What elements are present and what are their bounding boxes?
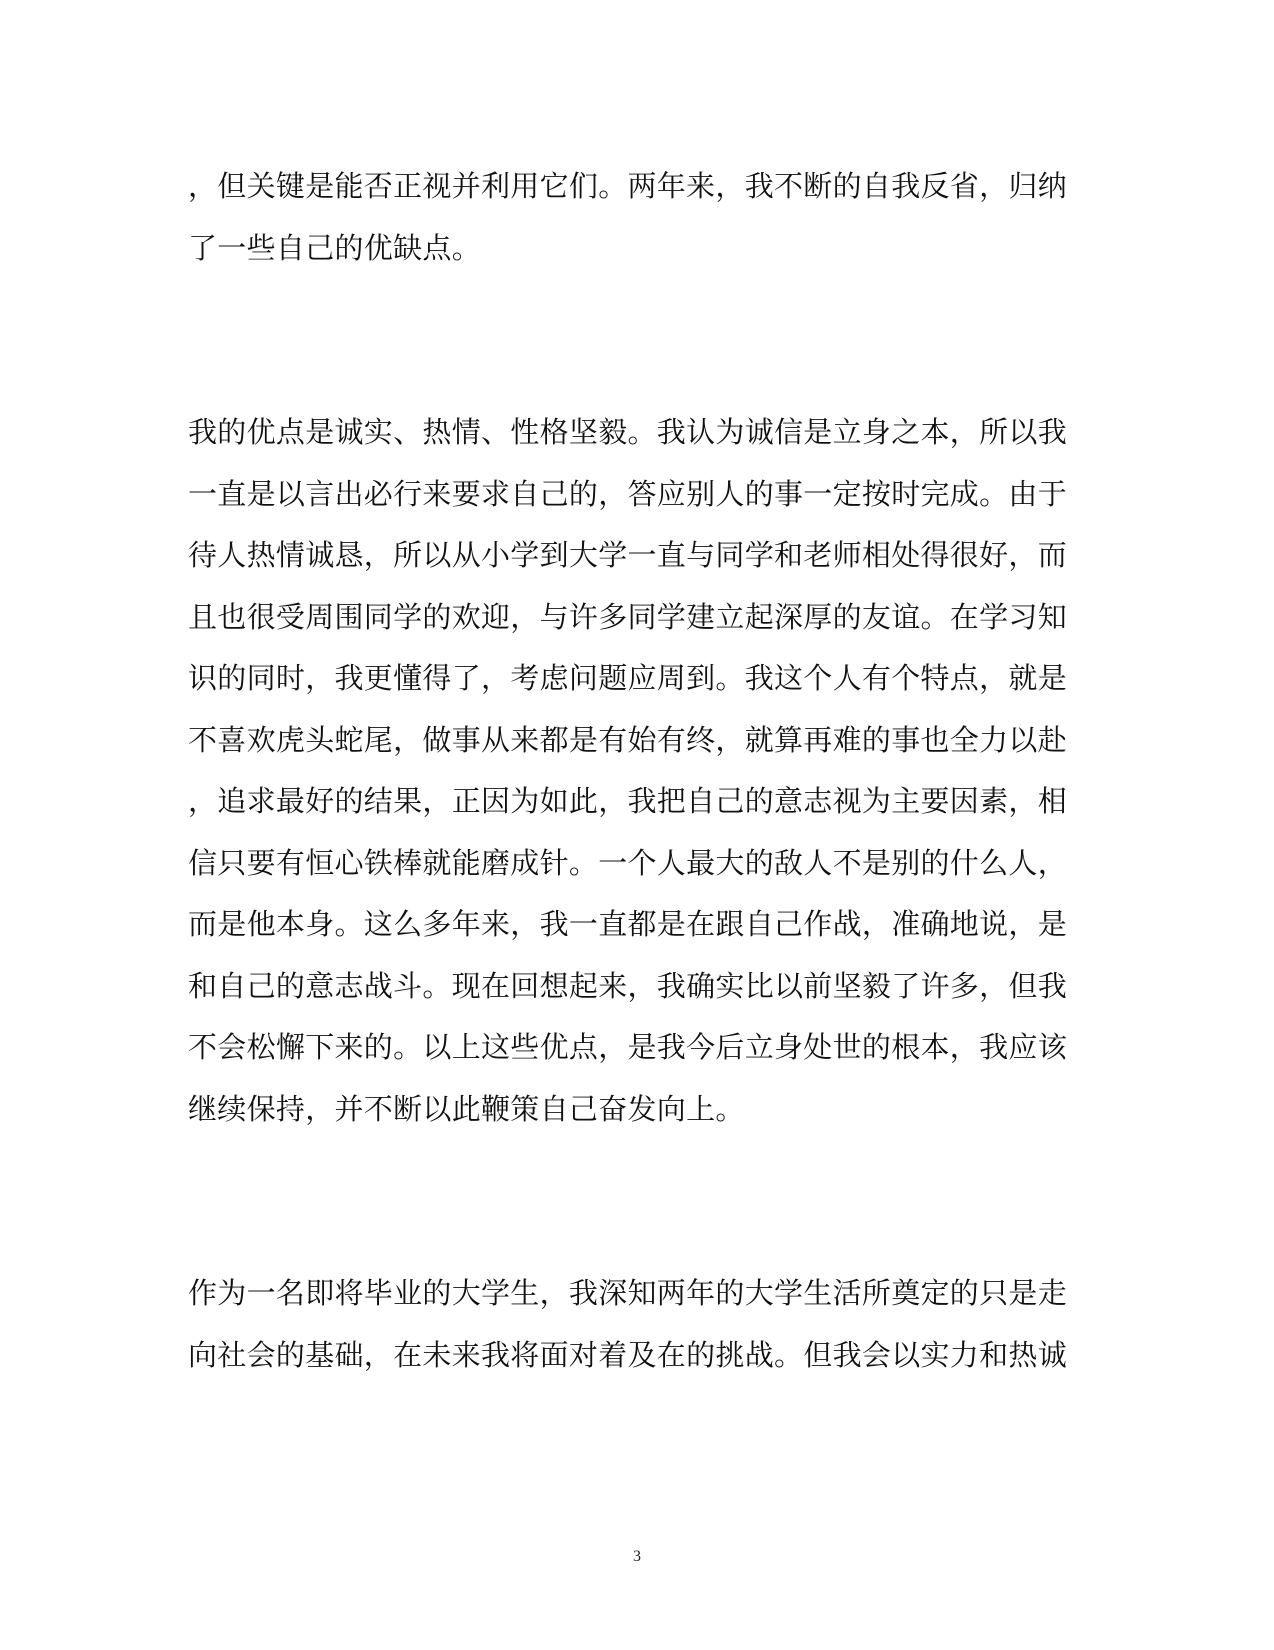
paragraph-3-line-1: 作为一名即将毕业的大学生，我深知两年的大学生活所奠定的只是走 (188, 1276, 1068, 1310)
paragraph-2-line-8: 信只要有恒心铁棒就能磨成针。一个人最大的敌人不是别的什么人， (188, 846, 1068, 880)
paragraph-2-line-5: 识的同时，我更懂得了，考虑问题应周到。我这个人有个特点，就是 (188, 661, 1068, 695)
page-number: 3 (633, 1548, 641, 1565)
paragraph-2-line-7: ，追求最好的结果，正因为如此，我把自己的意志视为主要因素，相 (188, 784, 1068, 818)
paragraph-2-line-10: 和自己的意志战斗。现在回想起来，我确实比以前坚毅了许多，但我 (188, 969, 1068, 1003)
paragraph-2-line-4: 且也很受周围同学的欢迎，与许多同学建立起深厚的友谊。在学习知 (188, 600, 1068, 634)
paragraph-2-line-3: 待人热情诚恳，所以从小学到大学一直与同学和老师相处得很好，而 (188, 538, 1068, 572)
paragraph-3-line-2: 向社会的基础，在未来我将面对着及在的挑战。但我会以实力和热诚 (188, 1338, 1068, 1372)
paragraph-1-line-2: 了一些自己的优缺点。 (188, 231, 482, 265)
paragraph-2-line-6: 不喜欢虎头蛇尾，做事从来都是有始有终，就算再难的事也全力以赴 (188, 723, 1068, 757)
paragraph-2-line-11: 不会松懈下来的。以上这些优点，是我今后立身处世的根本，我应该 (188, 1030, 1068, 1064)
paragraph-2-line-2: 一直是以言出必行来要求自己的，答应别人的事一定按时完成。由于 (188, 477, 1068, 511)
paragraph-1-line-1: ，但关键是能否正视并利用它们。两年来，我不断的自我反省，归纳 (188, 169, 1068, 203)
paragraph-2-line-1: 我的优点是诚实、热情、性格坚毅。我认为诚信是立身之本，所以我 (188, 415, 1068, 449)
paragraph-2-line-9: 而是他本身。这么多年来，我一直都是在跟自己作战，准确地说，是 (188, 907, 1068, 941)
paragraph-2-line-12: 继续保持，并不断以此鞭策自己奋发向上。 (188, 1092, 745, 1126)
